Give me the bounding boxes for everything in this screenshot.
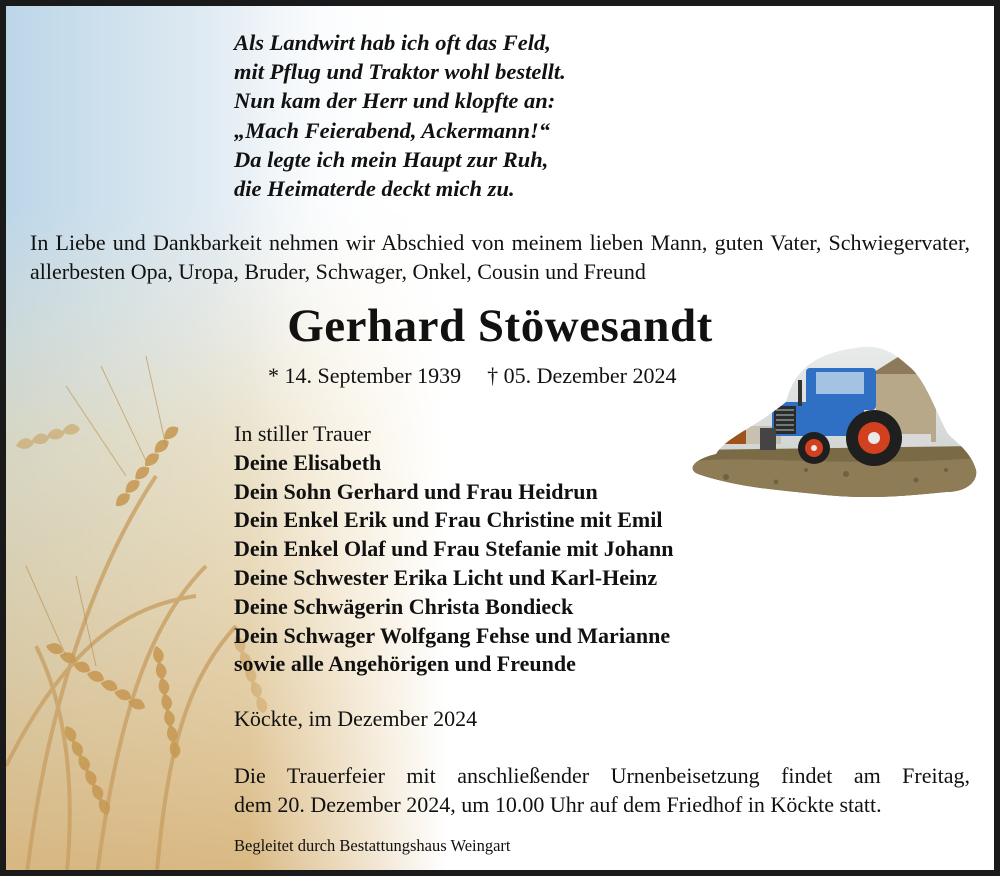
funeral-line-1: Die Trauerfeier mit anschließender Urnenbeisetzung findet am Freitag,: [234, 763, 970, 788]
mourner-name: Deine Elisabeth: [234, 449, 382, 475]
poem-line: die Heimaterde deckt mich zu.: [234, 176, 515, 202]
place-and-date: Köckte, im Dezember 2024: [234, 706, 478, 731]
farewell-intro: In Liebe und Dankbarkeit nehmen wir Abschied von meinem lieben Mann, guten Vater, Schwiegervater, allerbesten Opa, Uropa, Bruder, Schwager, Onkel, Cousin und Freund: [30, 230, 970, 284]
poem-line: Nun kam der Herr und klopfte an:: [234, 88, 556, 114]
funeral-home-credit: Begleitet durch Bestattungshaus Weingart: [234, 836, 511, 855]
memorial-poem: [234, 28, 566, 203]
birth-date: * 14. September 1939: [268, 363, 462, 388]
mourner-name: sowie alle Angehörigen und Freunde: [234, 651, 576, 677]
tractor-photo: [686, 342, 981, 502]
poem-line: Als Landwirt hab ich oft das Feld,: [234, 30, 551, 55]
poem-line: Da legte ich mein Haupt zur Ruh,: [234, 146, 549, 172]
poem-line: mit Pflug und Traktor wohl bestellt.: [234, 59, 566, 85]
mourner-name: Dein Enkel Olaf und Frau Stefanie mit Johann: [234, 536, 674, 562]
poem-line: „Mach Feierabend, Ackermann!“: [234, 117, 551, 143]
mourner-name: Dein Schwager Wolfgang Fehse und Marianne: [234, 622, 671, 648]
life-dates: [268, 362, 676, 390]
mourner-name: Deine Schwägerin Christa Bondieck: [234, 593, 574, 619]
death-date: † 05. Dezember 2024: [487, 363, 677, 388]
mourner-name: Deine Schwester Erika Licht und Karl-Heinz: [234, 564, 658, 590]
mourner-name: Dein Sohn Gerhard und Frau Heidrun: [234, 478, 598, 504]
mourner-name: Dein Enkel Erik und Frau Christine mit Emil: [234, 507, 663, 533]
funeral-notice: [234, 761, 970, 819]
funeral-line-2: dem 20. Dezember 2024, um 10.00 Uhr auf dem Friedhof in Köckte statt.: [234, 792, 882, 817]
mourners-list: [234, 420, 673, 679]
mourning-lead: In stiller Trauer: [234, 421, 371, 446]
deceased-name: Gerhard Stöwesandt: [287, 300, 713, 352]
